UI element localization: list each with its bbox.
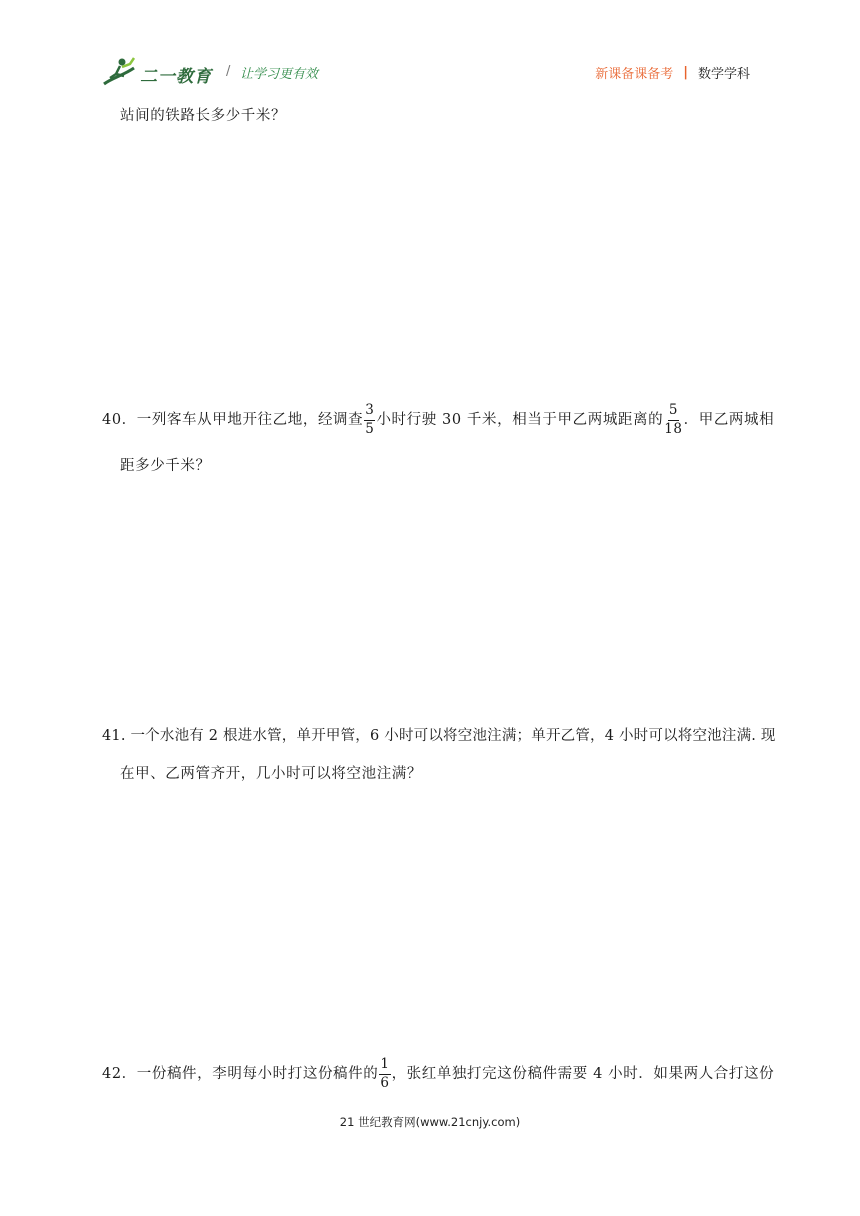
fraction-denominator: 5 (365, 420, 375, 437)
fraction-denominator: 6 (380, 1074, 390, 1091)
fraction-numerator: 5 (668, 404, 679, 421)
fraction-numerator: 1 (379, 1058, 390, 1075)
slogan-separator: / (226, 64, 231, 79)
q42-text-2: ，张红单独打完这份稿件需要 4 小时．如果两人合打这份 (391, 1066, 775, 1082)
question-40-line-2: 距多少千米？ (120, 458, 211, 474)
header-subject: 数学学科 (697, 67, 750, 82)
question-41-line-2: 在甲、乙两管齐开，几小时可以将空池注满？ (120, 766, 422, 782)
header-course-label: 新课备课备考 (595, 67, 674, 82)
header-separator: | (683, 65, 688, 80)
question-39-continuation: 站间的铁路长多少千米？ (120, 108, 287, 124)
slogan: 让学习更有效 (240, 67, 319, 82)
page-footer: 21 世纪教育网(www.21cnjy.com) (339, 1115, 521, 1129)
q40-text-2: 小时行驶 30 千米，相当于甲乙两城距离的 (376, 412, 664, 428)
fraction-one-sixth (379, 1058, 390, 1090)
q40-text-1: 40．一列客车从甲地开往乙地，经调查 (102, 412, 364, 428)
q42-text-1: 42．一份稿件，李明每小时打这份稿件的 (102, 1066, 379, 1082)
page-header (100, 54, 760, 94)
logo-text: 二一教育 (140, 67, 212, 87)
runner-logo-icon (100, 54, 140, 90)
fraction-five-eighteenths (664, 404, 682, 436)
question-40-line-1 (102, 404, 774, 436)
question-42-line-1 (102, 1058, 774, 1090)
fraction-three-fifths (364, 404, 375, 436)
question-41-line-1: 41. 一个水池有 2 根进水管，单开甲管，6 小时可以将空池注满；单开乙管，4 小时可以将空池注满. 现 (102, 728, 776, 744)
q40-text-3: ．甲乙两城相 (683, 412, 775, 428)
fraction-denominator: 18 (664, 420, 683, 437)
fraction-numerator: 3 (364, 404, 375, 421)
header-right (595, 63, 750, 82)
